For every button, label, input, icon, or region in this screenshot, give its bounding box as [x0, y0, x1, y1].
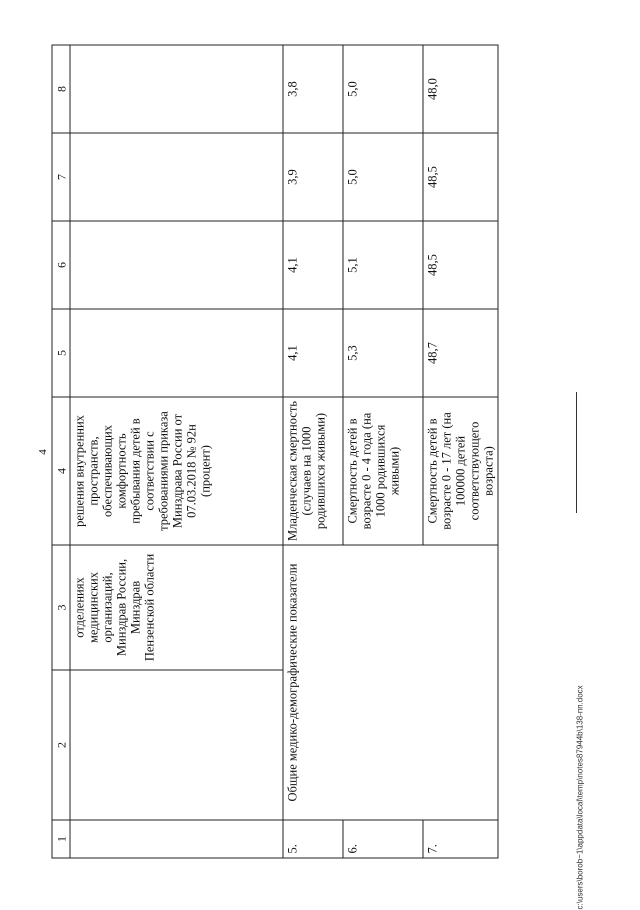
cell-value: 5,1	[343, 221, 423, 309]
header-cell: 6	[52, 221, 70, 309]
cell-indicator: Смертность детей в возрасте 0 - 4 года (на 1000 родившихся живыми)	[343, 397, 423, 545]
indicators-table	[52, 45, 499, 859]
cell-indicator: Младенческая смертность (случаев на 1000 родившихся живыми)	[283, 397, 343, 545]
row-number: 7.	[423, 820, 498, 858]
cell-responsible: отделениях медицинских организаций, Минздрав России, Минздрав Пензенской области	[70, 545, 283, 670]
cell-value: 3,9	[283, 133, 343, 221]
cell-value: 48,7	[423, 309, 498, 397]
table-row	[283, 45, 343, 858]
header-cell: 5	[52, 309, 70, 397]
header-cell: 2	[52, 670, 70, 820]
header-row	[52, 45, 70, 858]
footnote-separator	[576, 392, 577, 513]
header-cell: 1	[52, 820, 70, 858]
row-number: 5.	[283, 820, 343, 858]
rotated-table-container	[52, 46, 496, 859]
header-cell: 7	[52, 133, 70, 221]
cell-value: 5,0	[343, 45, 423, 133]
group-title: Общие медико-демографические показатели	[283, 545, 498, 820]
cell-value: 5,0	[343, 133, 423, 221]
page-number: 4	[36, 449, 49, 455]
cell-value: 48,0	[423, 45, 498, 133]
cell-indicator: решения внутренних пространств, обеспечивающих комфортность пребывания детей в соответствии с требованиями приказа Минздрава России от 07.03.2018 № 92н (процент)	[70, 397, 283, 545]
table-row-continuation	[70, 45, 283, 858]
cell-value: 4,1	[283, 309, 343, 397]
cell-value: 3,8	[283, 45, 343, 133]
row-number: 6.	[343, 820, 423, 858]
header-cell: 4	[52, 397, 70, 545]
cell-value: 48,5	[423, 133, 498, 221]
cell-indicator: Смертность детей в возрасте 0 - 17 лет (на 100000 детей соответствующего возраста)	[423, 397, 498, 545]
file-path-footer: c:\users\borob~1\appdata\local\temp\notes87944b\138-пп.docx	[575, 685, 585, 910]
cell-value: 4,1	[283, 221, 343, 309]
header-cell: 8	[52, 45, 70, 133]
cell-value: 5,3	[343, 309, 423, 397]
header-cell: 3	[52, 545, 70, 670]
cell-value: 48,5	[423, 221, 498, 309]
